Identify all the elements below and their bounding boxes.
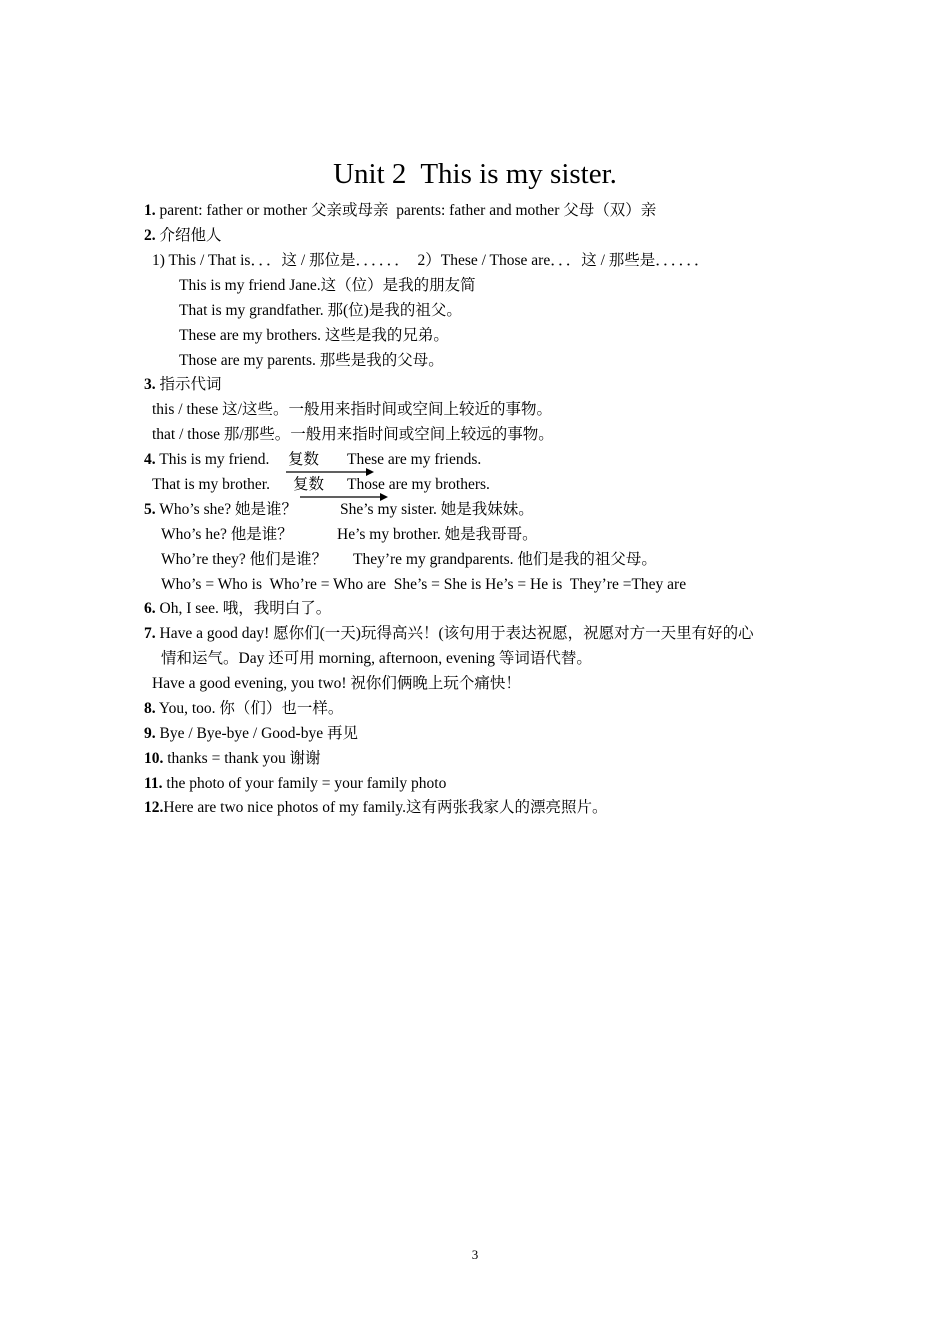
- page-number: 3: [471, 1247, 479, 1262]
- item-number: 12.: [144, 799, 164, 816]
- item-5: [144, 499, 297, 521]
- item-11: [144, 773, 446, 795]
- item-text: You, too. 你（们）也一样。: [155, 700, 344, 717]
- item-9: [144, 723, 358, 745]
- item-text: parent: father or mother 父亲或母亲 parents: father and mother 父母（双）亲: [155, 202, 657, 219]
- item-10: [144, 748, 321, 770]
- item-7: [144, 623, 754, 645]
- item-1: [144, 200, 656, 222]
- item-text: This is my friend.: [155, 451, 270, 468]
- plural-label: 复数: [293, 476, 325, 493]
- item-6: [144, 598, 331, 620]
- item-number: 10.: [144, 750, 164, 767]
- item-2-example-1: This is my friend Jane.这（位）是我的朋友简: [179, 277, 476, 294]
- question-text: Who’re they? 他们是谁？: [161, 551, 328, 568]
- item-text: Who’s she? 她是谁？: [155, 501, 297, 518]
- item-3-note-1: this / these 这/这些。一般用来指时间或空间上较近的事物。: [152, 401, 552, 418]
- item-number: 6.: [144, 600, 156, 617]
- item-3: [144, 374, 222, 396]
- item-number: 2.: [144, 227, 156, 244]
- item-text: Have a good day! 愿你们(一天)玩得高兴！(该句用于表达祝愿，祝愿对方一天里有好的心: [155, 625, 754, 642]
- page-title: Unit 2 This is my sister.: [333, 158, 617, 190]
- item-2-example-4: Those are my parents. 那些是我的父母。: [179, 352, 444, 369]
- item-2-sub-1: 1) This / That is．．．这 / 那位是．．．．．． 2）These / Those are．．．这 / 那些是．．．．．．: [152, 252, 710, 269]
- item-7-example: Have a good evening, you two! 祝你们俩晚上玩个痛快！: [152, 675, 521, 692]
- item-2-example-3: These are my brothers. 这些是我的兄弟。: [179, 327, 449, 344]
- item-text: 介绍他人: [155, 227, 222, 244]
- item-number: 11.: [144, 775, 163, 792]
- item-4-line-2: That is my brother.: [152, 476, 270, 493]
- item-text: Here are two nice photos of my family.这有两张我家人的漂亮照片。: [163, 799, 608, 816]
- item-2-example-2: That is my grandfather. 那(位)是我的祖父。: [179, 302, 462, 319]
- item-2: [144, 225, 222, 247]
- item-7-continued: 情和运气。Day 还可用 morning, afternoon, evening 等词语代替。: [161, 650, 592, 667]
- item-number: 1.: [144, 202, 156, 219]
- item-text: 指示代词: [155, 376, 222, 393]
- contractions: Who’s = Who is Who’re = Who are She’s = She is He’s = He is They’re =They are: [161, 576, 687, 593]
- item-number: 8.: [144, 700, 156, 717]
- item-3-note-2: that / those 那/那些。一般用来指时间或空间上较远的事物。: [152, 426, 554, 443]
- answer-text: They’re my grandparents. 他们是我的祖父母。: [353, 551, 657, 568]
- answer-text: He’s my brother. 她是我哥哥。: [337, 526, 538, 543]
- item-text: thanks = thank you 谢谢: [163, 750, 321, 767]
- item-text: the photo of your family = your family photo: [162, 775, 447, 792]
- item-number: 4.: [144, 451, 156, 468]
- item-number: 3.: [144, 376, 156, 393]
- answer-text: She’s my sister. 她是我妹妹。: [340, 501, 534, 518]
- item-12: [144, 797, 608, 819]
- item-number: 5.: [144, 501, 156, 518]
- plural-example: These are my friends.: [347, 451, 482, 468]
- item-8: [144, 698, 343, 720]
- item-text: Bye / Bye-bye / Good-bye 再见: [155, 725, 358, 742]
- item-number: 9.: [144, 725, 156, 742]
- item-4: [144, 449, 269, 471]
- item-number: 7.: [144, 625, 156, 642]
- plural-example: Those are my brothers.: [347, 476, 490, 493]
- plural-label: 复数: [288, 451, 320, 468]
- item-text: Oh, I see. 哦，我明白了。: [155, 600, 332, 617]
- question-text: Who’s he? 他是谁？: [161, 526, 293, 543]
